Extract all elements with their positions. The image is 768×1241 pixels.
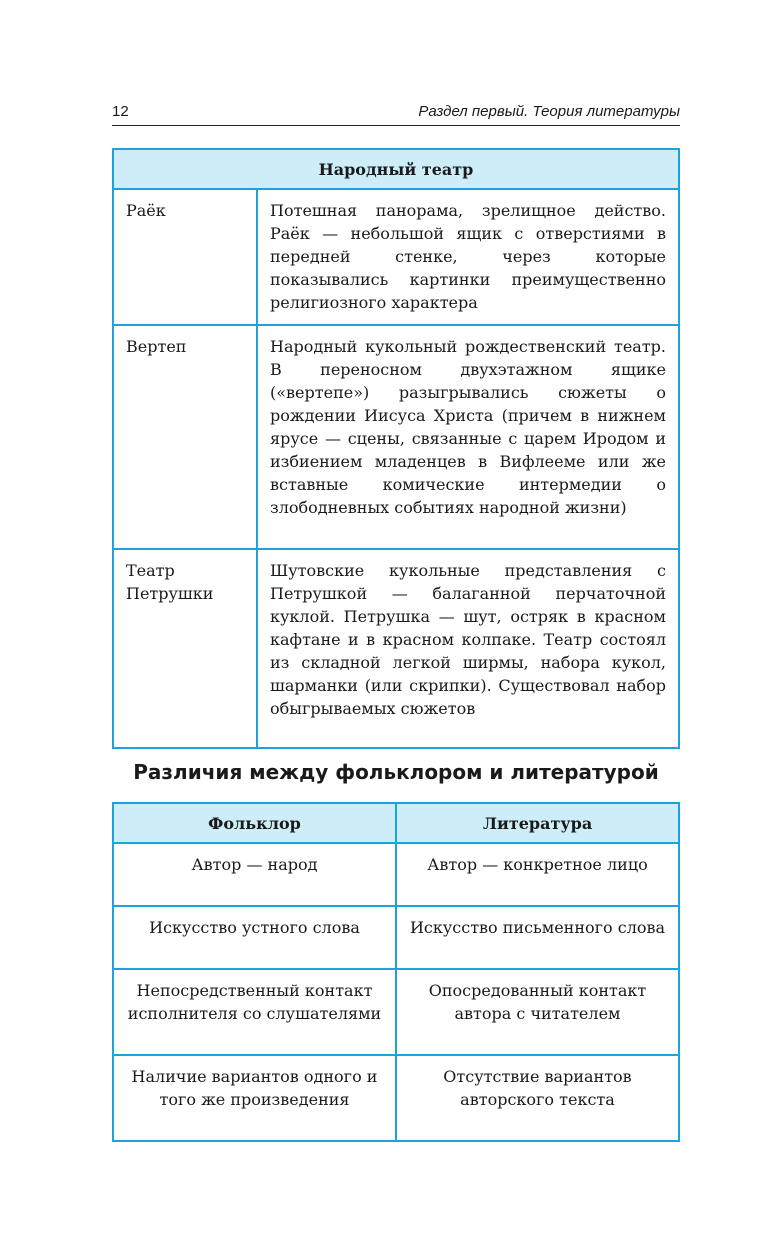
term-cell: Вертеп xyxy=(113,325,257,549)
definition-cell: Шутовские кукольные представления с Петрушкой — балаганной перчаточной куклой. Петрушка — шут, остряк в красном кафтане и в красном колпаке. Театр состоял из складной легкой ширмы, набора кукол, шарманки (или скрипки). Существовал набор обыгрываемых сюжетов xyxy=(257,549,679,748)
section-title: Различия между фольклором и литературой xyxy=(133,760,659,784)
running-title: Раздел первый. Теория литературы xyxy=(418,103,680,120)
literature-cell: Искусство письменного слова xyxy=(396,906,679,969)
literature-cell: Опосредованный контакт автора с читателем xyxy=(396,969,679,1055)
folk-theatre-title: Народный театр xyxy=(113,149,679,189)
table-row xyxy=(113,549,679,748)
table-row xyxy=(113,325,679,549)
literature-cell: Отсутствие вариантов авторского текста xyxy=(396,1055,679,1141)
folk-theatre-table xyxy=(112,148,680,749)
definition-cell: Потешная панорама, зрелищное действо. Раёк — небольшой ящик с отверстиями в передней стенке, через которые показывались картинки преимущественно религиозного характера xyxy=(257,189,679,325)
column-header-folklore: Фольклор xyxy=(113,803,396,843)
term-cell: Театр Петрушки xyxy=(113,549,257,748)
table-row xyxy=(113,969,679,1055)
literature-cell: Автор — конкретное лицо xyxy=(396,843,679,906)
page-header xyxy=(112,100,680,126)
table-row xyxy=(113,906,679,969)
folklore-cell: Автор — народ xyxy=(113,843,396,906)
definition-cell: Народный кукольный рождественский театр. В переносном двухэтажном ящике («вертепе») разыгрывались сюжеты о рождении Иисуса Христа (причем в нижнем ярусе — сцены, связанные с царем Иродом и избиением младенцев в Вифлееме или же вставные комические интермедии о злободневных событиях народной жизни) xyxy=(257,325,679,549)
table-row xyxy=(113,1055,679,1141)
column-header-literature: Литература xyxy=(396,803,679,843)
page-number: 12 xyxy=(112,103,129,120)
folklore-cell: Наличие вариантов одного и того же произведения xyxy=(113,1055,396,1141)
folklore-cell: Искусство устного слова xyxy=(113,906,396,969)
comparison-table xyxy=(112,802,680,1142)
term-cell: Раёк xyxy=(113,189,257,325)
table-row xyxy=(113,843,679,906)
folklore-cell: Непосредственный контакт исполнителя со слушателями xyxy=(113,969,396,1055)
table-row xyxy=(113,189,679,325)
